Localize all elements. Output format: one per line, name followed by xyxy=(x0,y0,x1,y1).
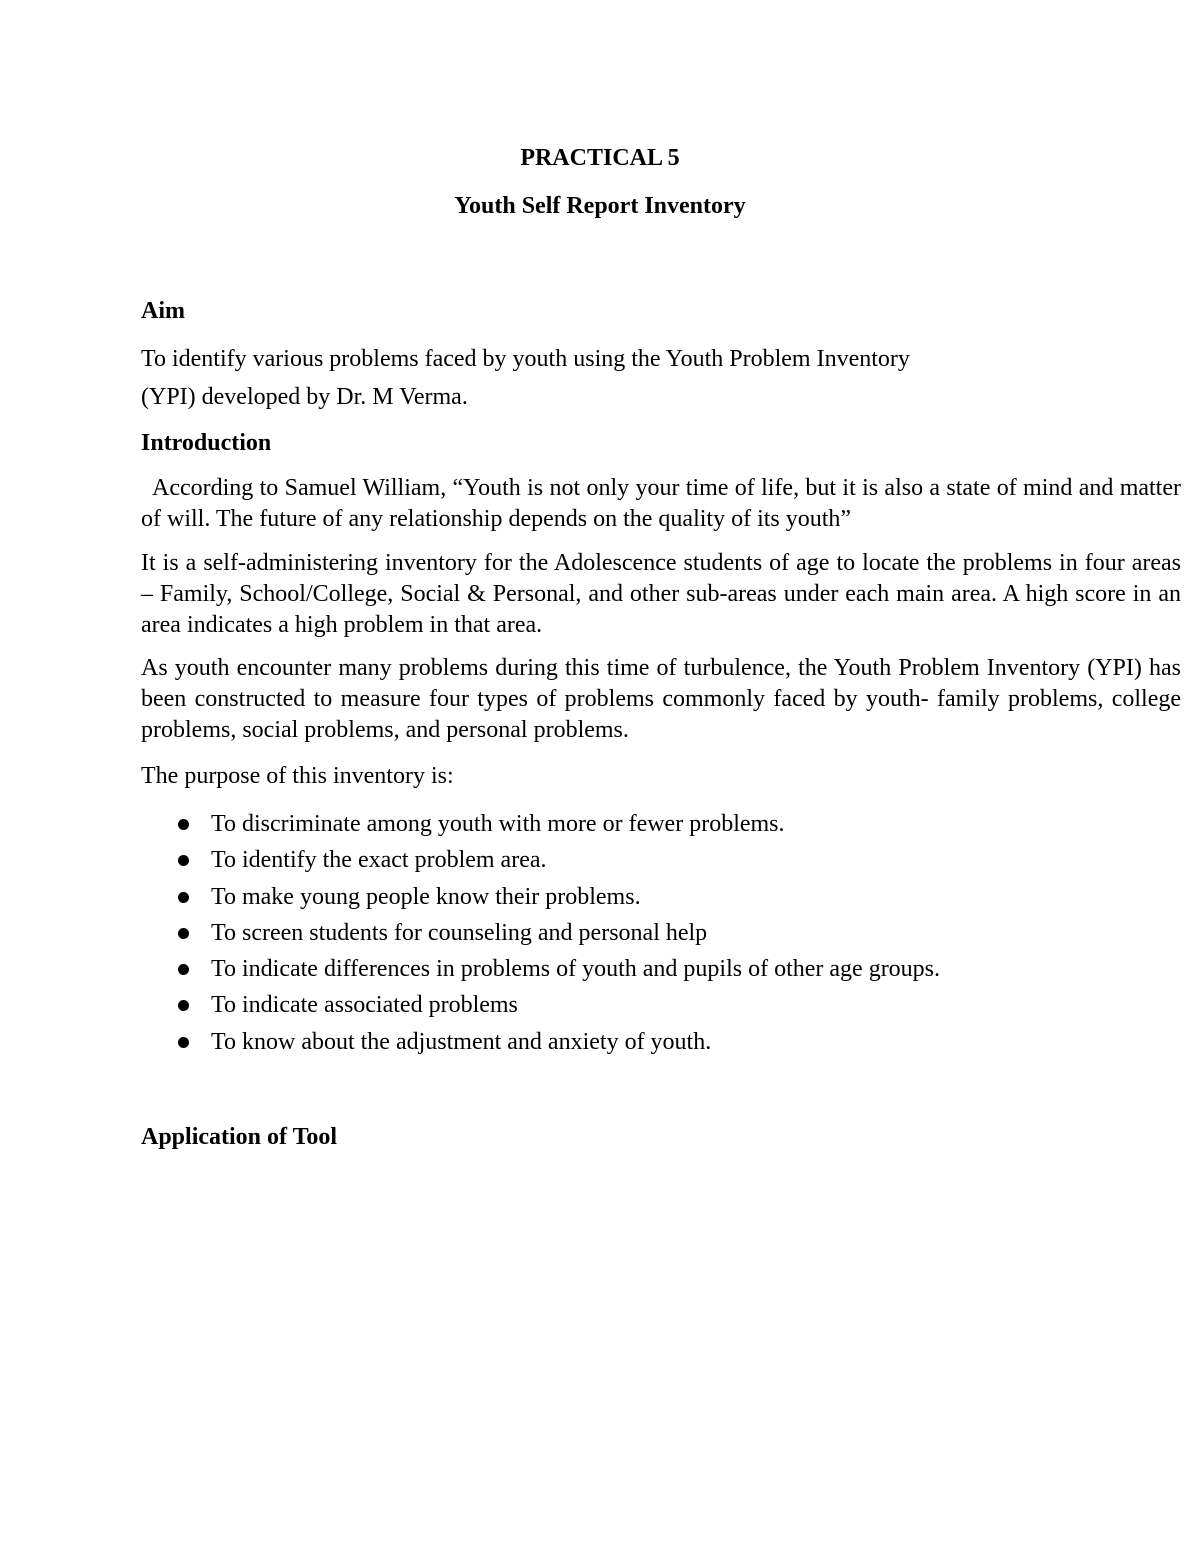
purpose-item-text: To make young people know their problems. xyxy=(211,883,641,910)
list-item xyxy=(141,1027,1181,1063)
bullet-icon xyxy=(178,928,189,939)
purpose-item-text: To indicate associated problems xyxy=(211,992,518,1019)
bullet-icon xyxy=(178,819,189,830)
purpose-item-text: To screen students for counseling and personal help xyxy=(211,919,708,946)
list-item xyxy=(141,990,1181,1026)
list-item xyxy=(141,882,1181,918)
purpose-item-text: To indicate differences in problems of youth and pupils of other age groups. xyxy=(211,956,941,983)
list-item xyxy=(141,809,1181,845)
introduction-paragraph-1: It is a self-administering inventory for the Adolescence students of age to locate the problems in four areas – Family, School/College, Social & Personal, and other sub-areas under each main area. A high score in an area indicates a high problem in that area. xyxy=(141,550,1181,638)
purpose-item-text: To identify the exact problem area. xyxy=(211,847,547,874)
introduction-quote: According to Samuel William, “Youth is not only your time of life, but it is also a state of mind and matter of will. The future of any relationship depends on the quality of its youth” xyxy=(141,475,1181,532)
purpose-intro: The purpose of this inventory is: xyxy=(141,763,454,789)
aim-heading: Aim xyxy=(141,298,185,324)
application-heading: Application of Tool xyxy=(141,1124,338,1150)
purpose-list xyxy=(141,809,1181,1063)
page-subtitle: Youth Self Report Inventory xyxy=(454,193,746,219)
introduction-heading: Introduction xyxy=(141,430,272,456)
bullet-icon xyxy=(178,855,189,866)
list-item xyxy=(141,845,1181,881)
bullet-icon xyxy=(178,892,189,903)
list-item xyxy=(141,954,1181,990)
purpose-item-text: To discriminate among youth with more or fewer problems. xyxy=(211,811,785,837)
aim-line-1: To identify various problems faced by youth using the Youth Problem Inventory xyxy=(141,346,910,372)
page-title: PRACTICAL 5 xyxy=(520,145,680,171)
introduction-paragraph-2: As youth encounter many problems during this time of turbulence, the Youth Problem Inventory (YPI) has been constructed to measure four types of problems commonly faced by youth- family problems, college problems, social problems, and personal problems. xyxy=(141,655,1181,743)
purpose-item-text: To know about the adjustment and anxiety of youth. xyxy=(211,1028,712,1055)
bullet-icon xyxy=(178,964,189,975)
aim-line-2: (YPI) developed by Dr. M Verma. xyxy=(141,384,468,410)
list-item xyxy=(141,918,1181,954)
bullet-icon xyxy=(178,1037,189,1048)
bullet-icon xyxy=(178,1000,189,1011)
